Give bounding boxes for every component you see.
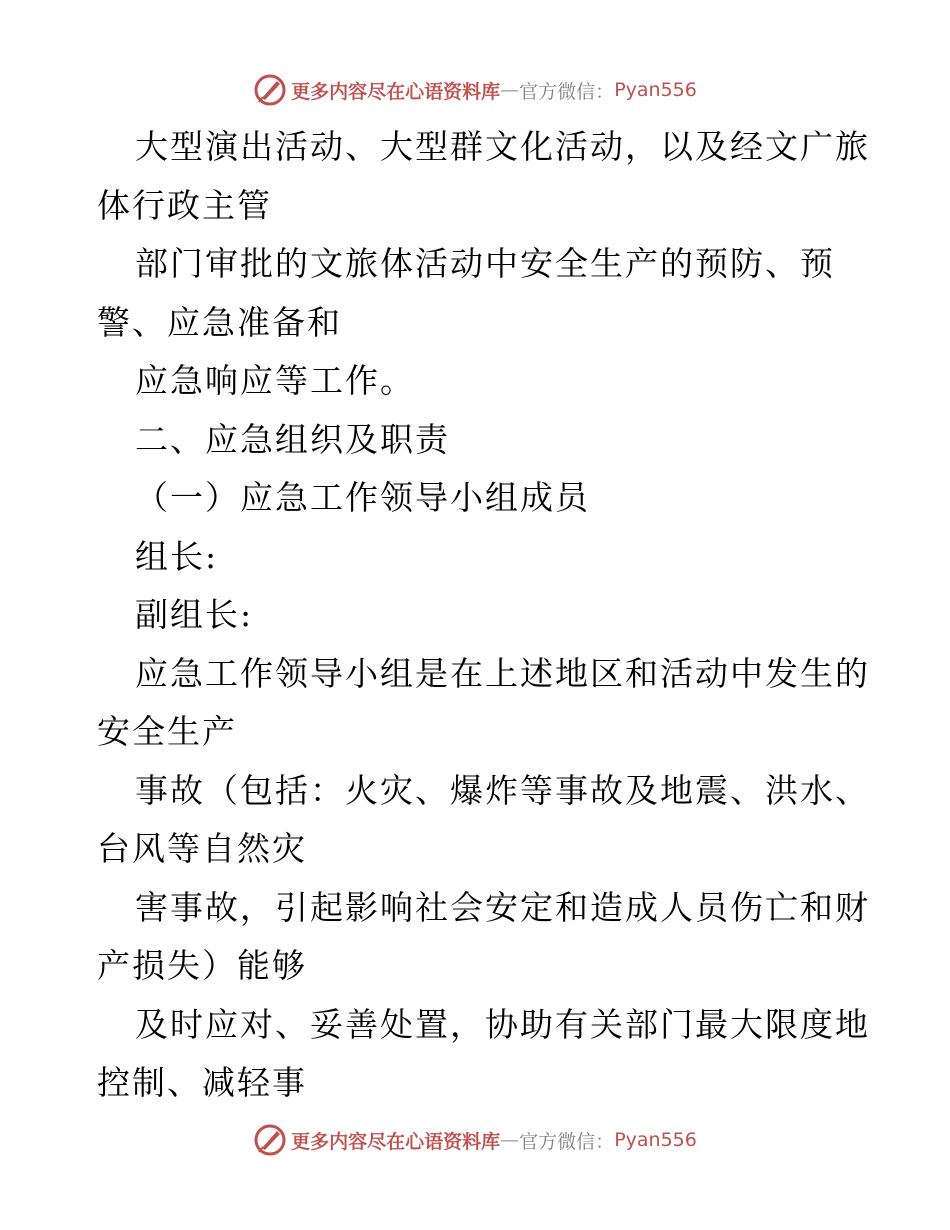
body-line: 及时应对、妥善处置，协助有关部门最大限度地 <box>135 1004 870 1044</box>
body-line: 大型演出活动、大型群文化活动，以及经文广旅 <box>135 127 870 166</box>
watermark-sub-text: 官方微信： <box>519 80 615 103</box>
body-line: 控制、减轻事 <box>97 1063 307 1102</box>
body-line: 安全生产 <box>97 712 237 751</box>
header-watermark <box>0 70 950 110</box>
section-heading: 二、应急组织及职责 <box>135 419 450 459</box>
body-line: 应急工作领导小组是在上述地区和活动中发生的 <box>135 653 870 693</box>
watermark-sub-text: 官方微信： <box>519 1130 615 1153</box>
body-line: 警、应急准备和 <box>97 302 342 342</box>
body-line: 应急响应等工作。 <box>135 361 415 400</box>
leader-label: 组长: <box>135 536 219 576</box>
quill-pen-circle-icon <box>253 73 287 107</box>
document-body <box>97 118 870 1113</box>
body-line: 体行政主管 <box>97 185 272 225</box>
deputy-leader-label: 副组长: <box>135 595 254 634</box>
footer-watermark <box>0 1120 950 1160</box>
watermark-separator: — <box>500 79 520 101</box>
watermark-main-text: 更多内容尽在心语资料库 <box>291 80 501 103</box>
body-line: 产损失）能够 <box>97 946 307 985</box>
body-line: 事故（包括：火灾、爆炸等事故及地震、洪水、 <box>135 770 870 810</box>
subsection-heading: （一）应急工作领导小组成员 <box>135 478 590 517</box>
body-line: 台风等自然灾 <box>97 829 307 868</box>
watermark-wechat-id: Pyan556 <box>614 79 697 101</box>
quill-pen-circle-icon <box>253 1123 287 1157</box>
watermark-main-text: 更多内容尽在心语资料库 <box>291 1130 501 1153</box>
body-line: 部门审批的文旅体活动中安全生产的预防、预 <box>135 244 835 283</box>
watermark-wechat-id: Pyan556 <box>614 1129 697 1151</box>
watermark-separator: — <box>500 1129 520 1151</box>
body-line: 害事故，引起影响社会安定和造成人员伤亡和财 <box>135 887 870 927</box>
